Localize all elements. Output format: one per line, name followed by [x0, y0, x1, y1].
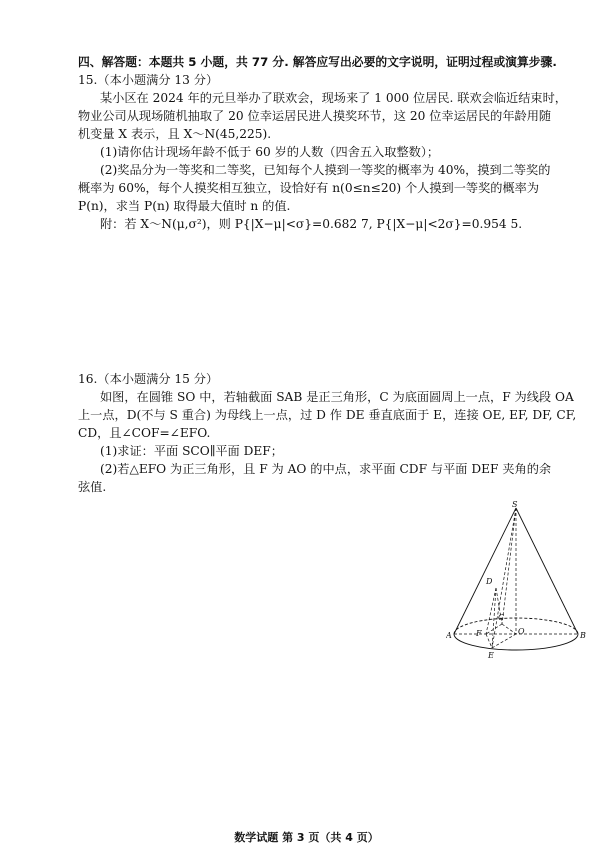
- segment-DE: [492, 588, 496, 648]
- q15-line: 物业公司从现场随机抽取了 20 位幸运居民进人摸奖环节，这 20 位幸运居民的年龄用随: [78, 109, 552, 123]
- segment-DF: [486, 588, 496, 634]
- line-SE: [492, 508, 516, 648]
- q15-part-2: (2)奖品分为一等奖和二等奖，已知每个人摸到一等奖的概率为 40%，摸到二等奖的: [100, 163, 551, 177]
- q15-line: 某小区在 2024 年的元旦举办了联欢会，现场来了 1 000 位居民. 联欢会临近结束时，: [100, 91, 567, 105]
- label-B: B: [580, 631, 586, 640]
- q15-line: 概率为 60%，每个人摸奖相互独立，设恰好有 n(0≤n≤20) 个人摸到一等奖的概率为: [78, 181, 540, 195]
- q15-heading: 15.（本小题满分 13 分）: [78, 73, 219, 87]
- segment-CO: [502, 624, 516, 634]
- edge-SB: [516, 508, 578, 634]
- q16-part-1: (1)求证：平面 SCO∥平面 DEF；: [100, 444, 283, 458]
- label-A: A: [446, 631, 452, 640]
- q15-part-1: (1)请你估计现场年龄不低于 60 岁的人数（四舍五入取整数）；: [100, 145, 440, 159]
- label-C: C: [498, 613, 505, 622]
- label-F: F: [476, 629, 482, 638]
- segment-CF: [486, 624, 502, 634]
- label-O: O: [518, 627, 525, 636]
- q15-line: P(n)，求当 P(n) 取得最大值时 n 的值.: [78, 199, 291, 213]
- label-S: S: [512, 500, 518, 509]
- q16-line: 弦值.: [78, 480, 107, 494]
- segment-EO: [492, 634, 516, 648]
- cone-figure: [446, 500, 586, 670]
- q16-heading: 16.（本小题满分 15 分）: [78, 372, 219, 386]
- q15-appendix: 附：若 X～N(μ,σ²)，则 P{|X−μ|<σ}=0.682 7, P{|X−μ|<2σ}=0.954 5.: [100, 217, 523, 231]
- section-header: 四、解答题：本题共 5 小题，共 77 分. 解答应写出必要的文字说明，证明过程或演算步骤.: [78, 55, 557, 69]
- base-front-arc: [454, 634, 578, 650]
- q15-line: 机变量 X 表示，且 X～N(45,225).: [78, 127, 272, 141]
- q16-line: 如图，在圆锥 SO 中，若轴截面 SAB 是正三角形，C 为底面圆周上一点，F 为线段 OA: [100, 390, 574, 404]
- label-D: D: [486, 577, 493, 586]
- line-SC: [502, 508, 516, 624]
- segment-FE: [486, 634, 492, 648]
- q16-part-2: (2)若△EFO 为正三角形，且 F 为 AO 的中点，求平面 CDF 与平面 DEF 夹角的余: [100, 462, 552, 476]
- page-footer: 数学试题 第 3 页（共 4 页）: [234, 831, 379, 844]
- edge-SA: [454, 508, 516, 634]
- label-E: E: [488, 651, 494, 660]
- q16-line: 上一点，D(不与 S 重合) 为母线上一点，过 D 作 DE 垂直底面于 E，连接 OE, EF, DF, CF,: [78, 408, 577, 422]
- q16-line: CD，且∠COF=∠EFO.: [78, 426, 211, 440]
